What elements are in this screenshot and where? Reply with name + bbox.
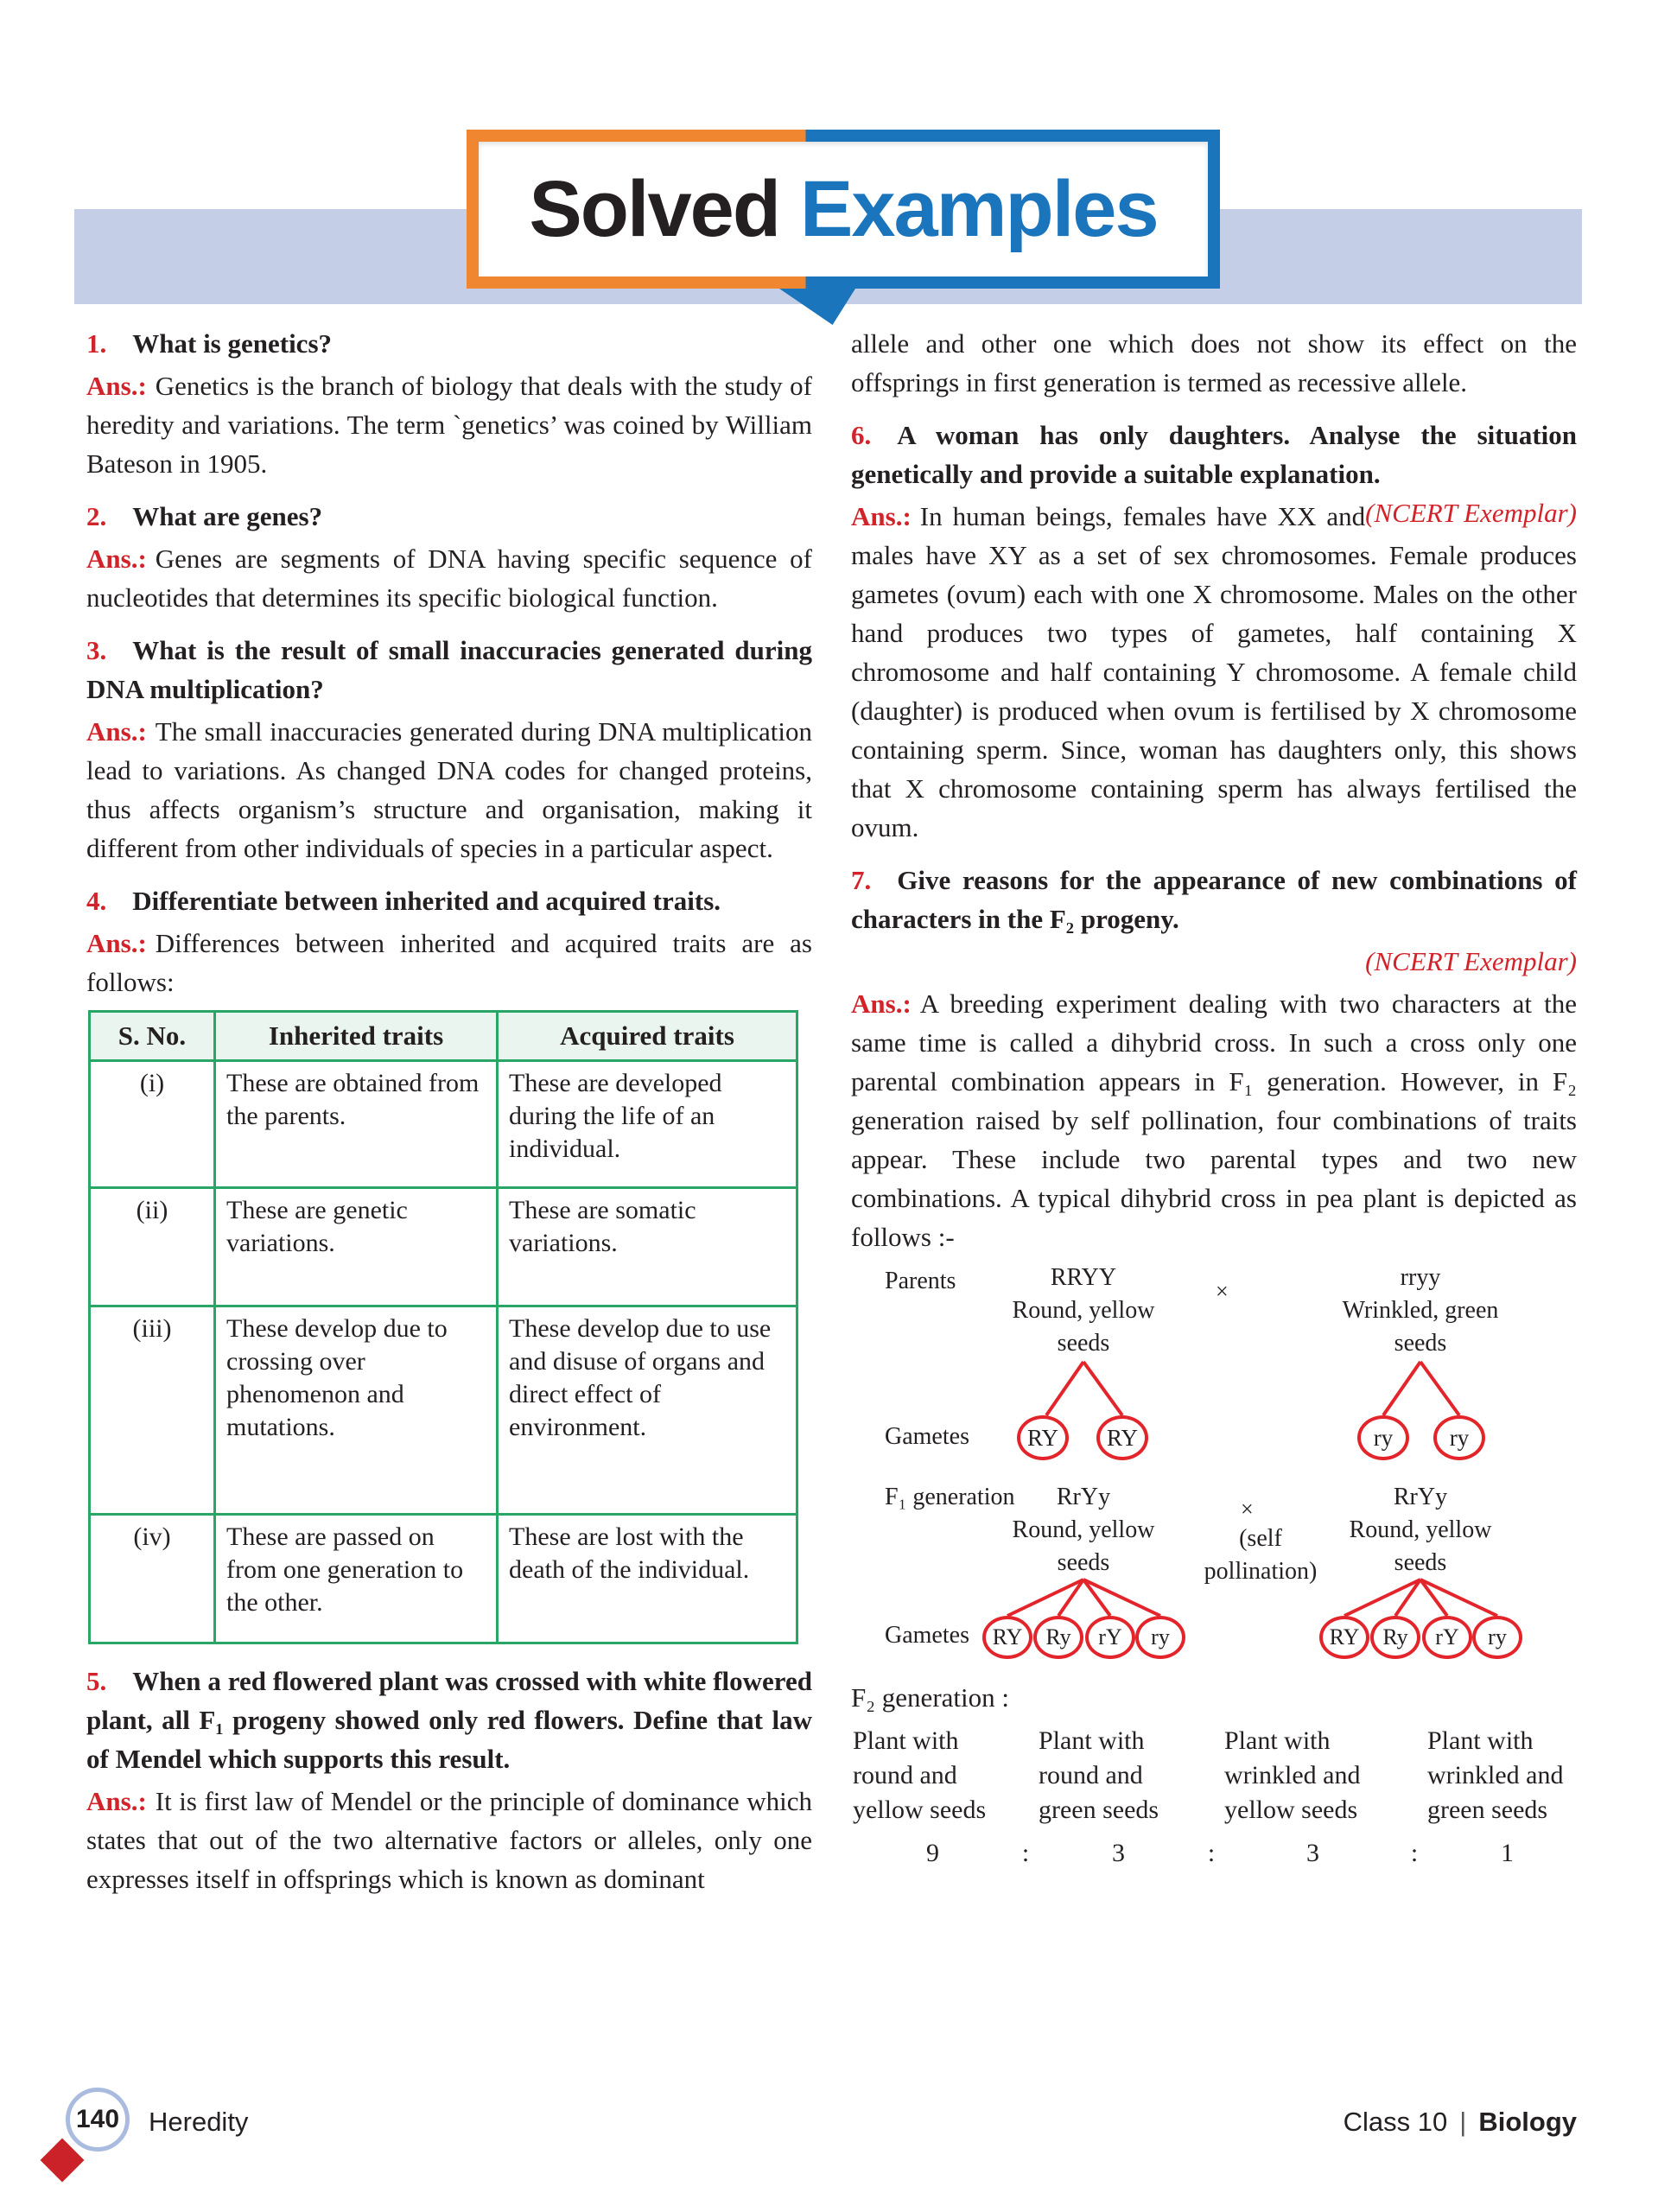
page-content xyxy=(86,324,1577,1912)
f2-plant-col: Plant with round and green seeds xyxy=(1039,1726,1159,1824)
answer-label: Ans.: xyxy=(86,716,147,747)
f2-plant-col: Plant with wrinkled and yellow seeds xyxy=(1224,1726,1361,1824)
question-3 xyxy=(86,631,812,868)
answer-label: Ans.: xyxy=(86,543,147,574)
answer-label: Ans.: xyxy=(86,1786,147,1816)
gamete-circle: RY xyxy=(982,1616,1032,1659)
question-number: 3. xyxy=(86,635,107,665)
answer xyxy=(86,539,812,617)
answer xyxy=(86,712,812,868)
f1-right-seeds: seeds xyxy=(1394,1549,1447,1576)
question-text: A woman has only daughters. Analyse the situation genetically and provide a suitable explanation. xyxy=(851,420,1577,489)
cell-inherited: These are obtained from the parents. xyxy=(215,1061,498,1188)
answer-label: Ans.: xyxy=(851,988,912,1019)
f1-left-seeds: seeds xyxy=(1057,1549,1110,1576)
question-4 xyxy=(86,881,812,1001)
question-text: What are genes? xyxy=(132,501,323,531)
question-5 xyxy=(86,1662,812,1898)
page-number-badge xyxy=(66,2088,130,2152)
subject-label: Biology xyxy=(1478,2107,1577,2137)
answer xyxy=(86,924,812,1001)
cell-sno: (i) xyxy=(90,1061,215,1188)
f2-results-grid xyxy=(853,1724,1577,1871)
answer-text: It is first law of Mendel or the principle of dominance which states that out of the two alternative factors or alleles, only one expresses itself in offsprings which is known as dominant xyxy=(86,1786,812,1894)
question-number: 6. xyxy=(851,420,872,450)
footer-divider: | xyxy=(1459,2107,1467,2137)
f1-generation-label: F₁ generation xyxy=(885,1484,1015,1510)
gamete-circle: Ry xyxy=(1370,1616,1420,1659)
exemplar-source: (NCERT Exemplar) xyxy=(1365,498,1577,528)
solved-examples-banner xyxy=(467,130,1220,289)
f2-ratio-value: 3 xyxy=(1306,1839,1319,1867)
f2-plant-col: Plant with round and yellow seeds xyxy=(853,1726,987,1824)
parent2-trait: Wrinkled, green xyxy=(1342,1297,1499,1324)
question-text: What is the result of small inaccuracies generated during DNA multiplication? xyxy=(86,635,812,704)
answer xyxy=(851,984,1577,1256)
spacer xyxy=(1013,1724,1039,1827)
class-label: Class 10 xyxy=(1343,2107,1448,2137)
f1-right-genotype: RrYy xyxy=(1393,1484,1448,1510)
answer-text: Genetics is the branch of biology that deals with the study of heredity and variations. The term `genetics’ was coined by William Bateson in 1905. xyxy=(86,371,812,479)
banner-title xyxy=(479,142,1208,276)
f1-left-genotype: RrYy xyxy=(1056,1484,1111,1510)
f1-right-trait: Round, yellow xyxy=(1349,1516,1492,1543)
question-heading xyxy=(86,324,812,363)
question-heading xyxy=(86,1662,812,1778)
parent1-seeds: seeds xyxy=(1057,1330,1110,1357)
cell-acquired: These are lost with the death of the individual. xyxy=(498,1515,797,1643)
question-text: What is genetics? xyxy=(132,328,333,359)
cell-inherited: These are genetic variations. xyxy=(215,1188,498,1306)
question-heading xyxy=(851,861,1577,938)
f2-ratio-colon: : xyxy=(1021,1839,1030,1867)
cross-symbol: × xyxy=(1216,1279,1229,1304)
f2-generation-label: F₂ generation : xyxy=(851,1682,1009,1713)
f2-ratio-colon: : xyxy=(1410,1839,1419,1867)
question-heading xyxy=(86,881,812,920)
answer-text: The small inaccuracies generated during DNA multiplication lead to variations. As changed DNA codes for changed proteins, thus affects organism’s structure and organisation, making it different from other individuals of species in a particular aspect. xyxy=(86,716,812,863)
answer-text: Genes are segments of DNA having specific sequence of nucleotides that determines its specific biological function. xyxy=(86,543,812,613)
question-1 xyxy=(86,324,812,483)
question-number: 4. xyxy=(86,886,107,916)
cell-sno: (iv) xyxy=(90,1515,215,1643)
book-info xyxy=(1344,2107,1577,2138)
banner-tail xyxy=(779,289,855,325)
gamete-circle: rY xyxy=(1085,1616,1135,1659)
answer-text: allele and other one which does not show its effect on the offsprings in first generation is termed as recessive allele. xyxy=(851,328,1577,397)
self-pollination-line1: (self xyxy=(1239,1525,1282,1552)
page-number: 140 xyxy=(75,2105,120,2133)
question-6 xyxy=(851,416,1577,847)
banner-word-examples: Examples xyxy=(800,164,1158,253)
gamete-circle: ry xyxy=(1472,1616,1522,1659)
parent2-genotype: rryy xyxy=(1400,1264,1441,1291)
gamete-circle: ry xyxy=(1357,1415,1409,1460)
table-header-inherited: Inherited traits xyxy=(215,1012,498,1061)
answer xyxy=(86,1782,812,1898)
f2-plant-col: Plant with wrinkled and green seeds xyxy=(1427,1726,1564,1824)
answer-continuation xyxy=(851,324,1577,402)
gamete-circle: RY xyxy=(1319,1616,1369,1659)
self-pollination-line2: pollination) xyxy=(1204,1558,1318,1585)
gametes-label: Gametes xyxy=(885,1423,969,1450)
question-text: When a red flowered plant was crossed with white flowered plant, all F₁ progeny showed only red flowers. Define that law of Mendel which supports this result. xyxy=(86,1666,812,1774)
question-text: Give reasons for the appearance of new combinations of characters in the F₂ progeny. xyxy=(851,865,1577,934)
gamete-circle: RY xyxy=(1017,1415,1069,1460)
question-number: 1. xyxy=(86,328,107,359)
gamete-circle: ry xyxy=(1135,1616,1185,1659)
exemplar-source: (NCERT Exemplar) xyxy=(1365,946,1577,976)
table-header-acquired: Acquired traits xyxy=(498,1012,797,1061)
cell-sno: (ii) xyxy=(90,1188,215,1306)
answer xyxy=(851,497,1577,847)
answer-label: Ans.: xyxy=(86,928,147,958)
parent1-trait: Round, yellow xyxy=(1012,1297,1155,1324)
table-header-row xyxy=(90,1012,797,1061)
cell-inherited: These develop due to crossing over phenomenon and mutations. xyxy=(215,1306,498,1515)
question-number: 2. xyxy=(86,501,107,531)
cell-acquired: These are developed during the life of an individual. xyxy=(498,1061,797,1188)
gamete-circle: ry xyxy=(1433,1415,1485,1460)
dihybrid-cross-diagram xyxy=(863,1263,1563,1669)
gamete-circle: RY xyxy=(1096,1415,1148,1460)
banner-word-solved: Solved xyxy=(529,164,780,253)
cell-acquired: These develop due to use and disuse of organs and direct effect of environment. xyxy=(498,1306,797,1515)
chapter-title: Heredity xyxy=(149,2107,249,2137)
column-left xyxy=(86,324,812,1912)
parent1-genotype: RRYY xyxy=(1050,1264,1117,1291)
cell-acquired: These are somatic variations. xyxy=(498,1188,797,1306)
traits-table xyxy=(88,1010,798,1644)
table-header-sno: S. No. xyxy=(90,1012,215,1061)
f1-left-trait: Round, yellow xyxy=(1012,1516,1155,1543)
table-row xyxy=(90,1188,797,1306)
answer-text: Differences between inherited and acquired traits are as follows: xyxy=(86,928,812,997)
answer-label: Ans.: xyxy=(86,371,147,401)
parent2-seeds: seeds xyxy=(1394,1330,1447,1357)
answer-label: Ans.: xyxy=(851,501,912,531)
f2-ratio-value: 3 xyxy=(1112,1839,1125,1867)
gametes-label: Gametes xyxy=(885,1622,969,1649)
f2-ratio-value: 1 xyxy=(1501,1839,1514,1867)
table-row xyxy=(90,1515,797,1643)
spacer xyxy=(1198,1724,1224,1827)
parents-label: Parents xyxy=(885,1268,956,1294)
gamete-circle: rY xyxy=(1422,1616,1472,1659)
spacer xyxy=(1401,1724,1427,1827)
question-number: 5. xyxy=(86,1666,107,1696)
question-2 xyxy=(86,497,812,617)
table-row xyxy=(90,1061,797,1188)
f2-ratio-value: 9 xyxy=(926,1839,939,1867)
table-row xyxy=(90,1306,797,1515)
question-text: Differentiate between inherited and acquired traits. xyxy=(132,886,721,916)
question-number: 7. xyxy=(851,865,872,895)
f2-ratio-colon: : xyxy=(1207,1839,1216,1867)
answer-text: A breeding experiment dealing with two characters at the same time is called a dihybrid cross. In such a cross only one parental combination appears in F₁ generation. However, in F₂ generation raised by self pollination, four combinations of traits appear. These include two parental types and two new combinations. A typical dihybrid cross in pea plant is depicted as follows :- xyxy=(851,988,1577,1252)
cell-sno: (iii) xyxy=(90,1306,215,1515)
cross-symbol: × xyxy=(1241,1497,1254,1522)
question-heading xyxy=(86,497,812,536)
column-right xyxy=(851,324,1577,1912)
answer xyxy=(86,366,812,483)
gamete-circle: Ry xyxy=(1033,1616,1083,1659)
question-heading xyxy=(86,631,812,709)
answer-text: In human beings, females have XX and males have XY as a set of sex chromosomes. Female produces gametes (ovum) each with one X chromosome. Males on the other hand produces two types of gametes, half containing X chromosome and half containing Y chromosome. A female child (daughter) is produced when ovum is fertilised by X chromosome containing sperm. Since, woman has daughters only, this shows that X chromosome containing sperm has always fertilised the ovum. xyxy=(851,501,1577,842)
cell-inherited: These are passed on from one generation to the other. xyxy=(215,1515,498,1643)
question-7 xyxy=(851,861,1577,1256)
